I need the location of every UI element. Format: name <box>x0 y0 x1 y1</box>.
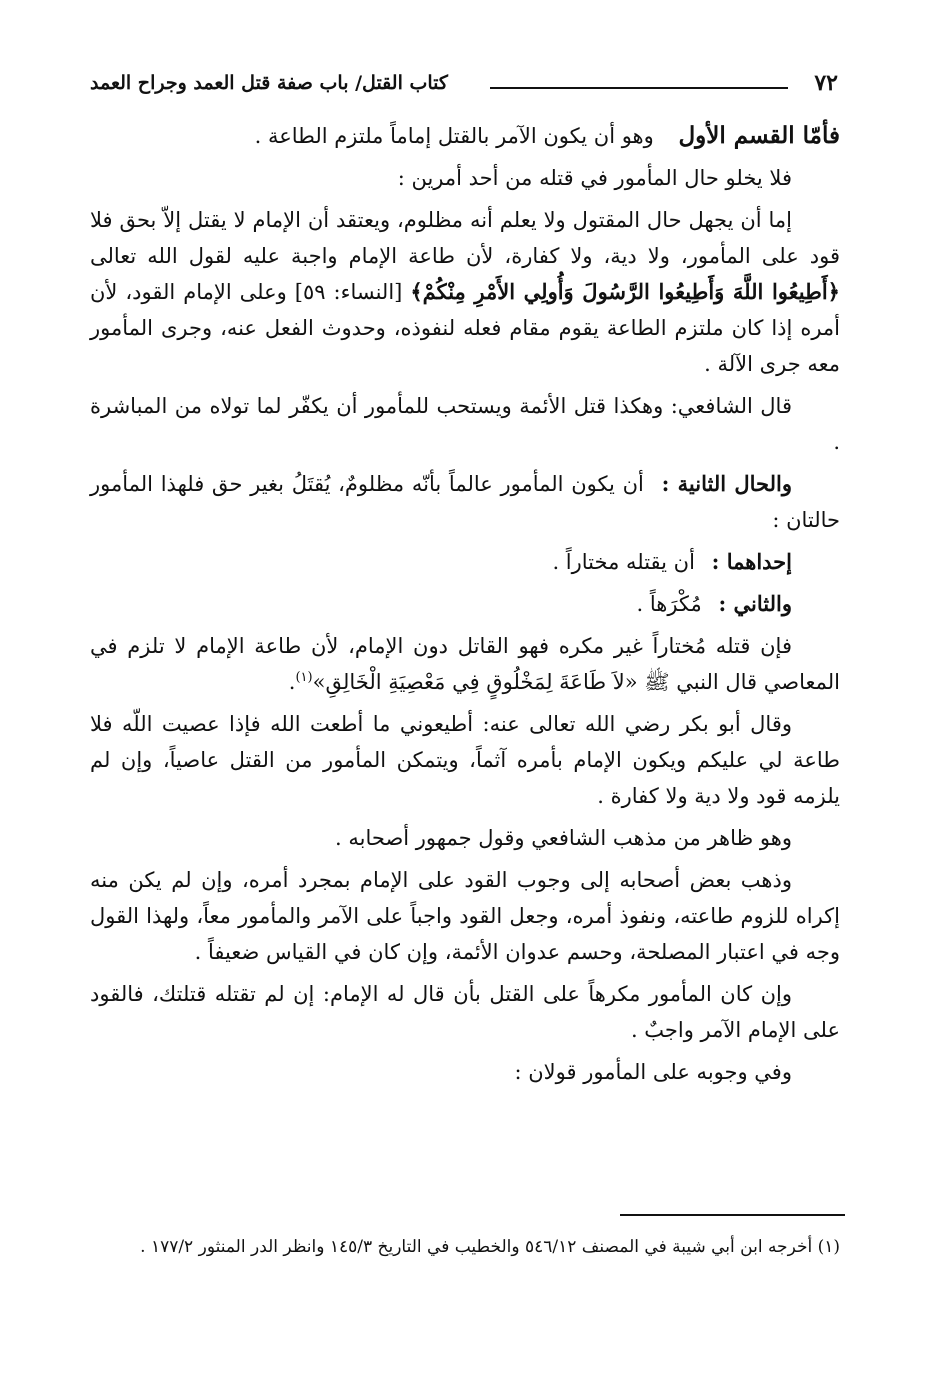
page-header <box>90 70 838 104</box>
running-title: كتاب القتل/ باب صفة قتل العمد وجراح العمد <box>90 72 448 94</box>
main-text <box>90 118 840 1096</box>
paragraph-4: قال الشافعي: وهكذا قتل الأئمة ويستحب للمأمور أن يكفّر لما تولاه من المباشرة . <box>90 394 840 454</box>
paragraph-7-lead: والثاني : <box>718 591 792 616</box>
paragraph-2: فلا يخلو حال المأمور في قتله من أحد أمرين : <box>397 166 792 190</box>
paragraph-5-text: أن يكون المأمور عالماً بأنّه مظلومٌ، يُقتَلُ بغير حق فلهذا المأمور حالتان : <box>90 472 840 532</box>
paragraph-6-lead: إحداهما : <box>711 549 792 574</box>
footnote: (١) أخرجه ابن أبي شيبة في المصنف ٥٤٦/١٢ والخطيب في التاريخ ١٤٥/٣ وانظر الدر المنثور ١٧٧/٢ . <box>140 1237 840 1257</box>
footnote-marker: (١) <box>295 670 313 685</box>
paragraph-3 <box>90 202 840 382</box>
paragraph-3-text-a: إما أن يجهل حال المقتول ولا يعلم أنه مظلوم، ويعتقد أن الإمام لا يقتل إلاّ بحق فلا قود على المأمور، ولا دية، ولا كفارة، لأن طاعة الإمام واجبة عليه لقول الله تعالى <box>90 208 840 268</box>
footnote-rule <box>620 1214 845 1216</box>
paragraph-7 <box>90 586 840 622</box>
paragraph-10: وهو ظاهر من مذهب الشافعي وقول جمهور أصحابه . <box>335 826 792 850</box>
paragraph-9: وقال أبو بكر رضي الله تعالى عنه: أطيعوني ما أطعت الله فإذا عصيت اللّه فلا طاعة لي عليكم ويكون الإمام بأمره آثماً، ويتمكن المأمور من القتل عاصياً، وإن لم يلزمه قود ولا دية ولا كفارة . <box>90 712 840 808</box>
paragraph-6-text: أن يقتله مختاراً . <box>552 550 695 574</box>
paragraph-13: وفي وجوبه على المأمور قولان : <box>514 1060 792 1084</box>
paragraph-8-text-a: فإن قتله مُختاراً غير مكره فهو القاتل دون الإمام، لأن طاعة الإمام لا تلزم في المعاصي قال النبي ﷺ «لاَ طَاعَةَ لِمَخْلُوقٍ فِي مَعْصِيَةِ الْخَالِقِ» <box>90 634 840 694</box>
quran-verse: ﴿أَطِيعُوا اللَّهَ وَأَطِيعُوا الرَّسُولَ وَأُولِي الأَمْرِ مِنْكُمْ﴾ <box>410 279 840 304</box>
header-rule <box>490 87 788 89</box>
paragraph-8-text-b: . <box>288 670 296 694</box>
page-number: ٧٢ <box>814 70 838 96</box>
section-heading: فأمّا القسم الأول <box>678 122 840 149</box>
paragraph-5 <box>90 466 840 538</box>
paragraph-11: وذهب بعض أصحابه إلى وجوب القود على الإمام بمجرد أمره، وإن لم يكن منه إكراه للزوم طاعته، ونفوذ أمره، وجعل القود واجباً على الآمر والمأمور معاً، ولهذا القول وجه في اعتبار المصلحة، وحسم عدوان الأئمة، وإن كان في القياس ضعيفاً . <box>90 868 840 964</box>
paragraph-1-text: وهو أن يكون الآمر بالقتل إماماً ملتزم الطاعة . <box>254 124 654 148</box>
paragraph-5-lead: والحال الثانية : <box>661 471 792 496</box>
paragraph-3-text-b: [النساء: ٥٩] وعلى الإمام القود، لأن أمره إذا كان ملتزم الطاعة يقوم مقام فعله لنفوذه، وحدوث الفعل عنه، وجرى المأمور معه جرى الآلة . <box>90 280 840 376</box>
paragraph-8 <box>90 628 840 700</box>
paragraph-7-text: مُكْرَهاً . <box>636 592 702 616</box>
paragraph-12: وإن كان المأمور مكرهاً على القتل بأن قال له الإمام: إن لم تقتله قتلتك، فالقود على الإمام الآمر واجبٌ . <box>90 982 840 1042</box>
paragraph-1 <box>90 118 840 154</box>
paragraph-6 <box>90 544 840 580</box>
